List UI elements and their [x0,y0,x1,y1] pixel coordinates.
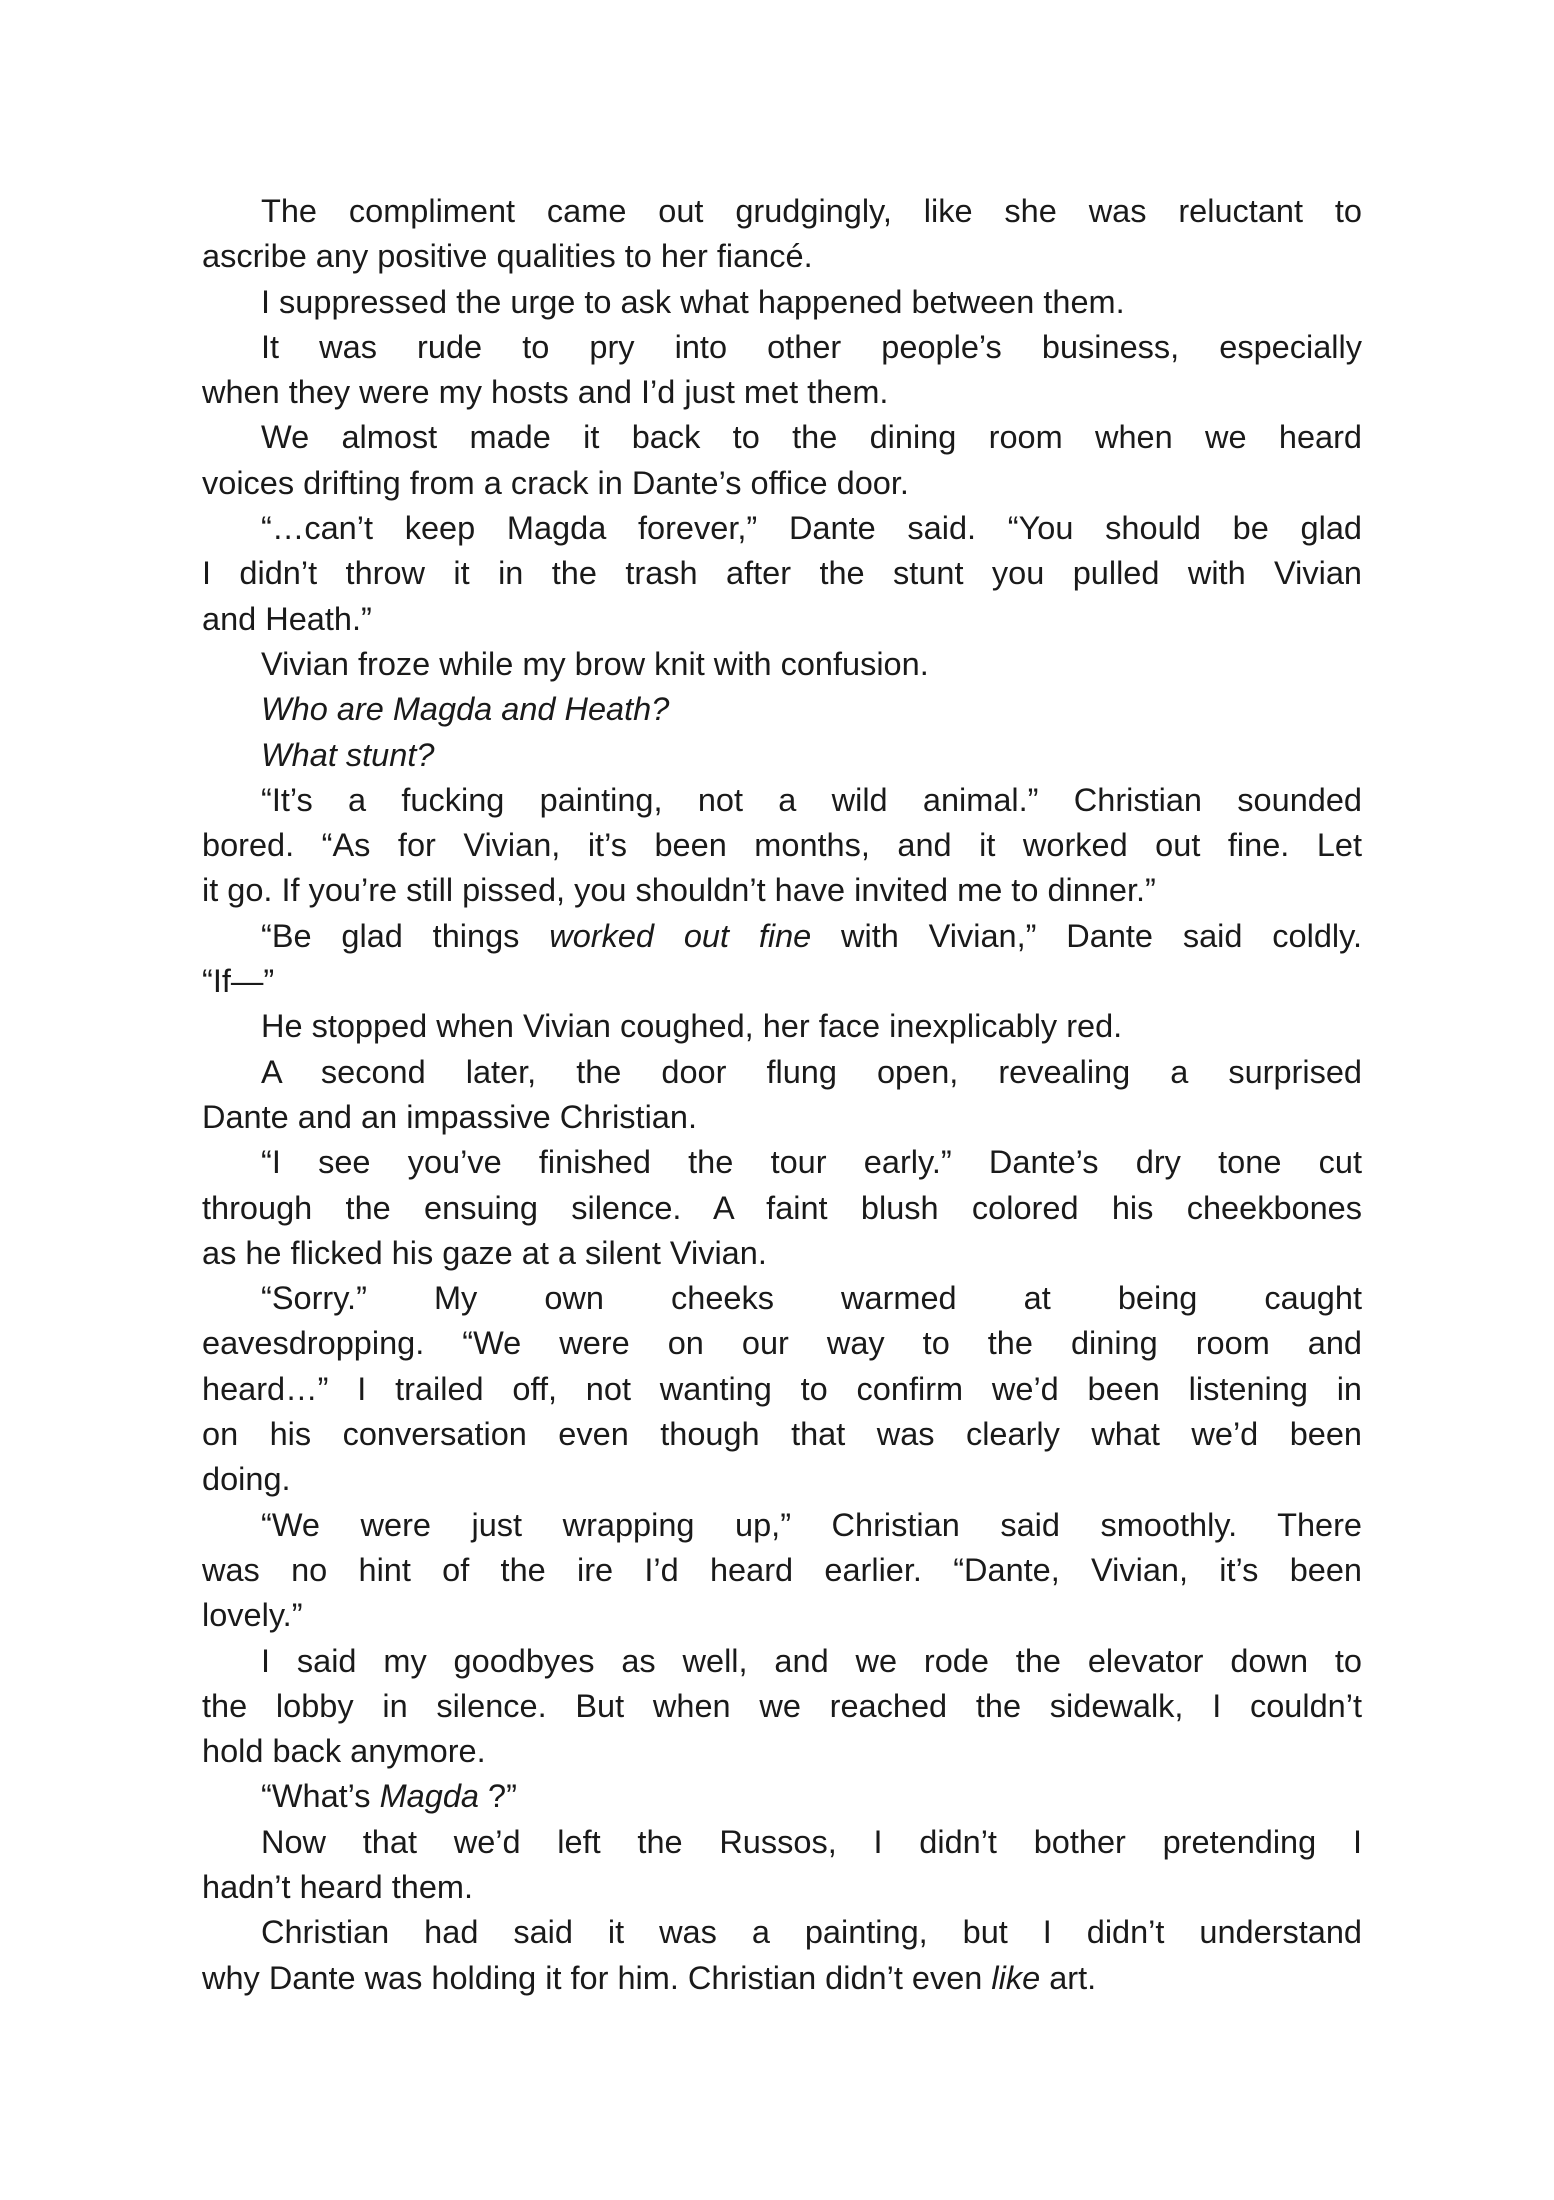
text-line [202,597,1362,642]
text-line [202,1956,1362,2001]
text-line [202,1774,1362,1819]
text-line [202,461,1362,506]
text-segment: A second later, the door flung open, revealing a surprised [261,1053,1362,1090]
text-segment: hadn’t heard them. [202,1868,474,1905]
text-segment: as he flicked his gaze at a silent Vivian. [202,1234,767,1271]
paragraph [202,1050,1362,1141]
text-line [202,280,1362,325]
text-segment: I didn’t throw it in the trash after the stunt you pulled with Vivian [202,555,1362,592]
text-segment: Christian had said it was a painting, but I didn’t understand [261,1914,1362,1951]
text-segment: was no hint of the ire I’d heard earlier. “Dante, Vivian, it’s been [202,1551,1362,1588]
text-line [202,1050,1362,1095]
text-segment: I said my goodbyes as well, and we rode the elevator down to [261,1642,1362,1679]
text-segment: bored. “As for Vivian, it’s been months, and it worked out fine. Let [202,827,1362,864]
italic-text: Magda [379,1778,479,1815]
text-line [202,189,1362,234]
paragraph [202,506,1362,642]
text-line [202,415,1362,460]
paragraph [202,325,1362,416]
text-segment: “We were just wrapping up,” Christian said smoothly. There [261,1506,1362,1543]
paragraph [202,778,1362,914]
text-segment: Dante and an impassive Christian. [202,1098,697,1135]
text-segment: “What’s [261,1778,380,1815]
text-segment: “It’s a fucking painting, not a wild animal.” Christian sounded [261,781,1362,818]
text-line [202,687,1362,732]
text-segment: It was rude to pry into other people’s business, especially [261,328,1362,365]
italic-text: worked out fine [549,917,812,954]
italic-text: Who are Magda and Heath? [261,691,670,728]
text-segment: “I see you’ve finished the tour early.” Dante’s dry tone cut [261,1144,1362,1181]
text-segment: it go. If you’re still pissed, you shouldn’t have invited me to dinner.” [202,872,1156,909]
text-segment: doing. [202,1461,291,1498]
text-segment: “Sorry.” My own cheeks warmed at being caught [261,1280,1362,1317]
paragraph [202,415,1362,506]
paragraph [202,642,1362,687]
text-line [202,506,1362,551]
text-segment: “…can’t keep Magda forever,” Dante said. “You should be glad [261,510,1362,547]
text-line [202,1548,1362,1593]
text-line [202,1729,1362,1774]
paragraph [202,1820,1362,1911]
text-segment: He stopped when Vivian coughed, her face inexplicably red. [261,1008,1123,1045]
text-segment: eavesdropping. “We were on our way to the dining room and [202,1325,1362,1362]
text-line [202,1367,1362,1412]
text-line [202,1684,1362,1729]
text-segment: heard…” I trailed off, not wanting to confirm we’d been listening in [202,1370,1362,1407]
paragraph [202,687,1362,732]
text-line [202,1321,1362,1366]
text-segment: when they were my hosts and I’d just met them. [202,374,889,411]
text-segment: with Vivian,” Dante said coldly. [811,917,1362,954]
text-segment: and Heath.” [202,600,372,637]
text-segment: “Be glad things [261,917,550,954]
text-line [202,551,1362,596]
text-line [202,1457,1362,1502]
text-line [202,234,1362,279]
paragraph [202,1004,1362,1049]
text-segment: “If—” [202,963,275,1000]
paragraph [202,1639,1362,1775]
text-line [202,1865,1362,1910]
text-line [202,1412,1362,1457]
paragraph [202,733,1362,778]
text-segment: through the ensuing silence. A faint blush colored his cheekbones [202,1189,1362,1226]
text-segment: lovely.” [202,1597,303,1634]
text-segment: Now that we’d left the Russos, I didn’t bother pretending I [261,1823,1362,1860]
text-line [202,370,1362,415]
text-segment: I suppressed the urge to ask what happened between them. [261,283,1125,320]
text-segment: the lobby in silence. But when we reached the sidewalk, I couldn’t [202,1687,1362,1724]
text-segment: ?” [478,1778,517,1815]
paragraph [202,280,1362,325]
text-line [202,1095,1362,1140]
text-line [202,1140,1362,1185]
paragraph [202,1140,1362,1276]
paragraph [202,914,1362,1005]
book-page-text [202,189,1362,2001]
text-line [202,959,1362,1004]
paragraph [202,1276,1362,1502]
paragraph [202,1774,1362,1819]
text-line [202,325,1362,370]
text-line [202,1593,1362,1638]
text-line [202,1231,1362,1276]
text-segment: art. [1040,1959,1097,1996]
text-line [202,1820,1362,1865]
text-line [202,733,1362,778]
text-line [202,1503,1362,1548]
italic-text: like [991,1959,1041,1996]
italic-text: What stunt? [261,736,435,773]
text-line [202,1639,1362,1684]
text-line [202,778,1362,823]
text-line [202,1186,1362,1231]
text-segment: on his conversation even though that was clearly what we’d been [202,1416,1362,1453]
text-segment: why Dante was holding it for him. Christian didn’t even [202,1959,992,1996]
paragraph [202,189,1362,280]
text-line [202,1004,1362,1049]
text-line [202,914,1362,959]
text-line [202,823,1362,868]
text-line [202,642,1362,687]
text-segment: We almost made it back to the dining room when we heard [261,419,1362,456]
text-segment: voices drifting from a crack in Dante’s office door. [202,464,909,501]
text-segment: The compliment came out grudgingly, like she was reluctant to [261,193,1362,229]
text-segment: Vivian froze while my brow knit with confusion. [261,645,929,682]
text-line [202,868,1362,913]
paragraph [202,1910,1362,2001]
text-line [202,1910,1362,1955]
text-segment: ascribe any positive qualities to her fiancé. [202,238,813,275]
text-line [202,1276,1362,1321]
text-segment: hold back anymore. [202,1733,486,1770]
paragraph [202,1503,1362,1639]
